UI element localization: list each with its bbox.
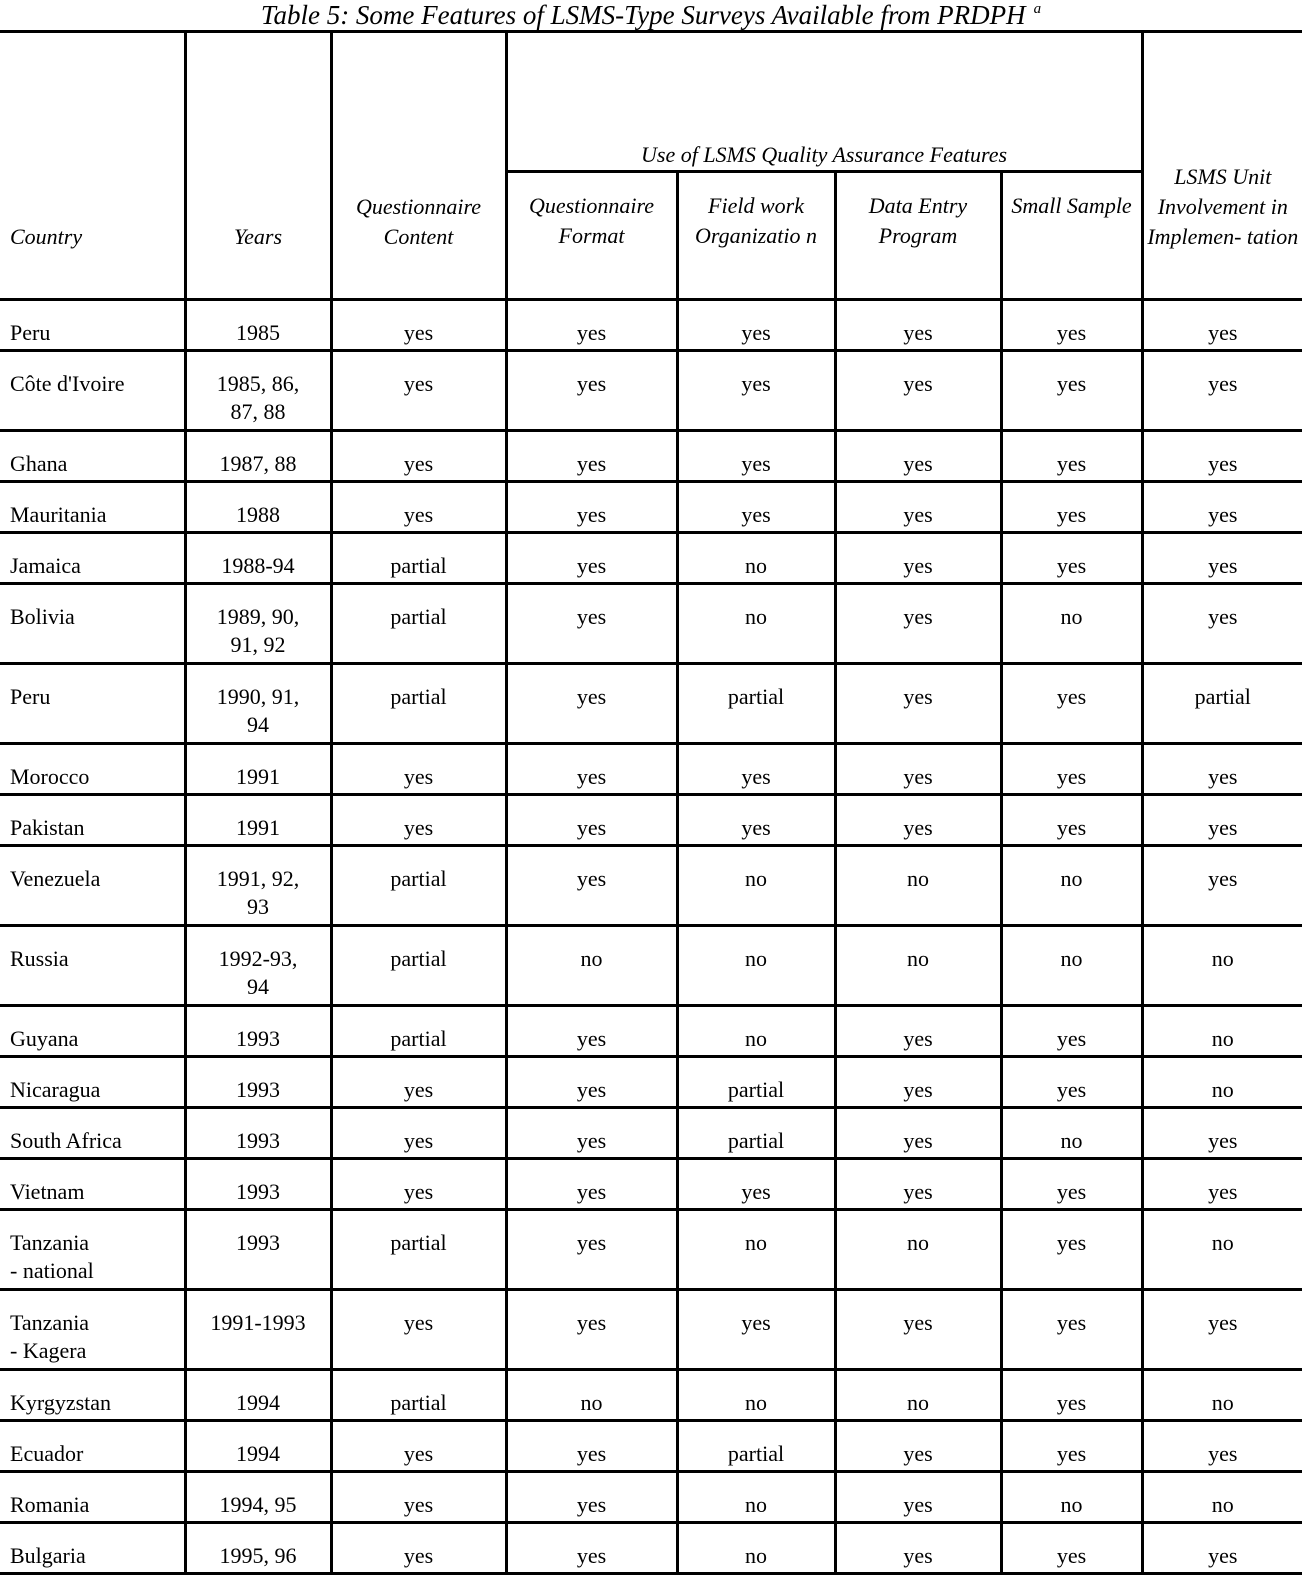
table-row: [0, 584, 1302, 664]
questionnaire-format-cell: yes: [506, 1057, 677, 1108]
questionnaire-format-cell: yes: [506, 795, 677, 846]
country-cell: Ecuador: [0, 1421, 185, 1472]
header-questionnaire-format: Questionnaire Format: [506, 172, 677, 300]
country-cell: Venezuela: [0, 846, 185, 926]
field-work-cell: no: [677, 1523, 835, 1574]
field-work-cell: yes: [677, 795, 835, 846]
small-sample-cell: yes: [1001, 795, 1142, 846]
data-entry-cell: no: [835, 926, 1001, 1006]
data-entry-cell: yes: [835, 1523, 1001, 1574]
lsms-unit-cell: no: [1142, 1370, 1302, 1421]
field-work-cell: yes: [677, 1290, 835, 1370]
country-cell: Vietnam: [0, 1159, 185, 1210]
years-cell: 1992-93, 94: [185, 926, 331, 1006]
table-row: [0, 664, 1302, 744]
small-sample-cell: yes: [1001, 1210, 1142, 1290]
questionnaire-content-cell: partial: [331, 584, 506, 664]
questionnaire-content-cell: partial: [331, 1370, 506, 1421]
questionnaire-format-cell: yes: [506, 300, 677, 351]
header-lsms-unit-involvement: LSMS Unit Involvement in Implemen- tation: [1142, 32, 1302, 300]
small-sample-cell: no: [1001, 1472, 1142, 1523]
questionnaire-content-cell: yes: [331, 431, 506, 482]
data-entry-cell: yes: [835, 1006, 1001, 1057]
table-body: [0, 300, 1302, 1574]
small-sample-cell: yes: [1001, 533, 1142, 584]
questionnaire-content-cell: partial: [331, 926, 506, 1006]
lsms-unit-cell: yes: [1142, 533, 1302, 584]
questionnaire-content-cell: yes: [331, 1421, 506, 1472]
years-cell: 1995, 96: [185, 1523, 331, 1574]
questionnaire-format-cell: no: [506, 926, 677, 1006]
questionnaire-content-cell: yes: [331, 1290, 506, 1370]
data-entry-cell: yes: [835, 300, 1001, 351]
small-sample-cell: yes: [1001, 1421, 1142, 1472]
questionnaire-content-cell: yes: [331, 744, 506, 795]
country-cell: Tanzania - national: [0, 1210, 185, 1290]
country-cell: Peru: [0, 300, 185, 351]
country-cell: Russia: [0, 926, 185, 1006]
table-row: [0, 1472, 1302, 1523]
field-work-cell: no: [677, 1006, 835, 1057]
lsms-unit-cell: no: [1142, 1472, 1302, 1523]
lsms-unit-cell: yes: [1142, 1290, 1302, 1370]
lsms-unit-cell: no: [1142, 1006, 1302, 1057]
questionnaire-format-cell: yes: [506, 351, 677, 431]
years-cell: 1991, 92, 93: [185, 846, 331, 926]
questionnaire-content-cell: yes: [331, 1472, 506, 1523]
small-sample-cell: no: [1001, 584, 1142, 664]
field-work-cell: yes: [677, 482, 835, 533]
country-cell: Guyana: [0, 1006, 185, 1057]
questionnaire-format-cell: yes: [506, 1159, 677, 1210]
years-cell: 1994: [185, 1421, 331, 1472]
header-years: Years: [185, 32, 331, 300]
table-row: [0, 533, 1302, 584]
field-work-cell: partial: [677, 1057, 835, 1108]
years-cell: 1991: [185, 744, 331, 795]
data-entry-cell: yes: [835, 584, 1001, 664]
small-sample-cell: yes: [1001, 431, 1142, 482]
questionnaire-content-cell: yes: [331, 300, 506, 351]
questionnaire-format-cell: yes: [506, 584, 677, 664]
country-cell: Kyrgyzstan: [0, 1370, 185, 1421]
country-cell: Bulgaria: [0, 1523, 185, 1574]
questionnaire-format-cell: yes: [506, 1006, 677, 1057]
header-country: Country: [0, 32, 185, 300]
table-row: [0, 1290, 1302, 1370]
data-entry-cell: yes: [835, 431, 1001, 482]
small-sample-cell: yes: [1001, 482, 1142, 533]
title-footnote-marker: a: [1033, 1, 1042, 17]
table-title-text: Table 5: Some Features of LSMS-Type Surveys Available from PRDPH: [260, 0, 1026, 30]
data-entry-cell: yes: [835, 795, 1001, 846]
field-work-cell: no: [677, 1210, 835, 1290]
questionnaire-content-cell: partial: [331, 1210, 506, 1290]
table-row: [0, 1108, 1302, 1159]
data-entry-cell: yes: [835, 482, 1001, 533]
lsms-unit-cell: yes: [1142, 846, 1302, 926]
questionnaire-format-cell: yes: [506, 1108, 677, 1159]
field-work-cell: yes: [677, 431, 835, 482]
header-field-work: Field work Organizatio n: [677, 172, 835, 300]
lsms-unit-cell: yes: [1142, 795, 1302, 846]
data-entry-cell: no: [835, 846, 1001, 926]
survey-features-table: [0, 30, 1302, 1575]
questionnaire-content-cell: partial: [331, 533, 506, 584]
questionnaire-content-cell: yes: [331, 795, 506, 846]
questionnaire-content-cell: partial: [331, 1006, 506, 1057]
small-sample-cell: no: [1001, 1108, 1142, 1159]
header-quality-assurance-group: Use of LSMS Quality Assurance Features: [506, 32, 1142, 172]
field-work-cell: no: [677, 584, 835, 664]
small-sample-cell: yes: [1001, 1006, 1142, 1057]
years-cell: 1993: [185, 1159, 331, 1210]
questionnaire-format-cell: yes: [506, 533, 677, 584]
small-sample-cell: yes: [1001, 664, 1142, 744]
country-cell: Côte d'Ivoire: [0, 351, 185, 431]
lsms-unit-cell: yes: [1142, 1421, 1302, 1472]
questionnaire-format-cell: yes: [506, 1472, 677, 1523]
field-work-cell: partial: [677, 1421, 835, 1472]
field-work-cell: no: [677, 533, 835, 584]
field-work-cell: yes: [677, 744, 835, 795]
table-row: [0, 351, 1302, 431]
questionnaire-content-cell: yes: [331, 1159, 506, 1210]
field-work-cell: yes: [677, 351, 835, 431]
years-cell: 1990, 91, 94: [185, 664, 331, 744]
lsms-unit-cell: partial: [1142, 664, 1302, 744]
field-work-cell: no: [677, 1370, 835, 1421]
lsms-unit-cell: no: [1142, 1210, 1302, 1290]
questionnaire-format-cell: yes: [506, 744, 677, 795]
years-cell: 1985: [185, 300, 331, 351]
country-cell: Jamaica: [0, 533, 185, 584]
years-cell: 1993: [185, 1108, 331, 1159]
small-sample-cell: yes: [1001, 1159, 1142, 1210]
data-entry-cell: yes: [835, 1057, 1001, 1108]
table-row: [0, 846, 1302, 926]
table-row: [0, 1159, 1302, 1210]
small-sample-cell: yes: [1001, 1290, 1142, 1370]
table-row: [0, 1421, 1302, 1472]
questionnaire-content-cell: yes: [331, 1523, 506, 1574]
years-cell: 1993: [185, 1006, 331, 1057]
data-entry-cell: yes: [835, 1472, 1001, 1523]
questionnaire-content-cell: yes: [331, 482, 506, 533]
data-entry-cell: yes: [835, 533, 1001, 584]
lsms-unit-cell: yes: [1142, 1159, 1302, 1210]
small-sample-cell: yes: [1001, 1523, 1142, 1574]
years-cell: 1988: [185, 482, 331, 533]
data-entry-cell: yes: [835, 1108, 1001, 1159]
questionnaire-content-cell: partial: [331, 664, 506, 744]
lsms-unit-cell: yes: [1142, 300, 1302, 351]
table-row: [0, 300, 1302, 351]
table-row: [0, 431, 1302, 482]
years-cell: 1993: [185, 1057, 331, 1108]
table-row: [0, 1006, 1302, 1057]
field-work-cell: yes: [677, 300, 835, 351]
country-cell: Nicaragua: [0, 1057, 185, 1108]
questionnaire-format-cell: yes: [506, 482, 677, 533]
country-cell: Bolivia: [0, 584, 185, 664]
table-row: [0, 926, 1302, 1006]
questionnaire-format-cell: yes: [506, 1421, 677, 1472]
data-entry-cell: yes: [835, 1159, 1001, 1210]
country-cell: Peru: [0, 664, 185, 744]
questionnaire-content-cell: yes: [331, 1057, 506, 1108]
years-cell: 1989, 90, 91, 92: [185, 584, 331, 664]
field-work-cell: partial: [677, 664, 835, 744]
table-row: [0, 1370, 1302, 1421]
table-row: [0, 482, 1302, 533]
header-small-sample: Small Sample: [1001, 172, 1142, 300]
lsms-unit-cell: no: [1142, 1057, 1302, 1108]
table-row: [0, 744, 1302, 795]
small-sample-cell: yes: [1001, 300, 1142, 351]
lsms-unit-cell: yes: [1142, 482, 1302, 533]
table-row: [0, 1523, 1302, 1574]
table-title: [0, 0, 1302, 30]
header-data-entry: Data Entry Program: [835, 172, 1001, 300]
country-cell: Mauritania: [0, 482, 185, 533]
table-row: [0, 795, 1302, 846]
years-cell: 1991-1993: [185, 1290, 331, 1370]
questionnaire-format-cell: no: [506, 1370, 677, 1421]
country-cell: Pakistan: [0, 795, 185, 846]
questionnaire-format-cell: yes: [506, 1290, 677, 1370]
table-row: [0, 1210, 1302, 1290]
small-sample-cell: no: [1001, 846, 1142, 926]
questionnaire-content-cell: yes: [331, 1108, 506, 1159]
country-cell: Ghana: [0, 431, 185, 482]
lsms-unit-cell: yes: [1142, 1523, 1302, 1574]
country-cell: Romania: [0, 1472, 185, 1523]
questionnaire-format-cell: yes: [506, 846, 677, 926]
years-cell: 1988-94: [185, 533, 331, 584]
field-work-cell: partial: [677, 1108, 835, 1159]
lsms-unit-cell: yes: [1142, 351, 1302, 431]
questionnaire-content-cell: yes: [331, 351, 506, 431]
country-cell: Tanzania - Kagera: [0, 1290, 185, 1370]
years-cell: 1994: [185, 1370, 331, 1421]
field-work-cell: no: [677, 1472, 835, 1523]
lsms-unit-cell: no: [1142, 926, 1302, 1006]
data-entry-cell: yes: [835, 664, 1001, 744]
data-entry-cell: yes: [835, 1421, 1001, 1472]
data-entry-cell: no: [835, 1210, 1001, 1290]
questionnaire-format-cell: yes: [506, 1210, 677, 1290]
country-cell: South Africa: [0, 1108, 185, 1159]
years-cell: 1987, 88: [185, 431, 331, 482]
years-cell: 1991: [185, 795, 331, 846]
country-cell: Morocco: [0, 744, 185, 795]
questionnaire-format-cell: yes: [506, 664, 677, 744]
field-work-cell: no: [677, 846, 835, 926]
lsms-unit-cell: yes: [1142, 431, 1302, 482]
data-entry-cell: yes: [835, 1290, 1001, 1370]
small-sample-cell: yes: [1001, 1370, 1142, 1421]
lsms-unit-cell: yes: [1142, 584, 1302, 664]
questionnaire-format-cell: yes: [506, 431, 677, 482]
years-cell: 1994, 95: [185, 1472, 331, 1523]
data-entry-cell: yes: [835, 351, 1001, 431]
questionnaire-format-cell: yes: [506, 1523, 677, 1574]
lsms-unit-cell: yes: [1142, 1108, 1302, 1159]
data-entry-cell: no: [835, 1370, 1001, 1421]
small-sample-cell: yes: [1001, 1057, 1142, 1108]
questionnaire-content-cell: partial: [331, 846, 506, 926]
lsms-unit-cell: yes: [1142, 744, 1302, 795]
small-sample-cell: no: [1001, 926, 1142, 1006]
small-sample-cell: yes: [1001, 351, 1142, 431]
years-cell: 1993: [185, 1210, 331, 1290]
small-sample-cell: yes: [1001, 744, 1142, 795]
table-row: [0, 1057, 1302, 1108]
header-questionnaire-content: Questionnaire Content: [331, 32, 506, 300]
data-entry-cell: yes: [835, 744, 1001, 795]
field-work-cell: no: [677, 926, 835, 1006]
years-cell: 1985, 86, 87, 88: [185, 351, 331, 431]
field-work-cell: yes: [677, 1159, 835, 1210]
